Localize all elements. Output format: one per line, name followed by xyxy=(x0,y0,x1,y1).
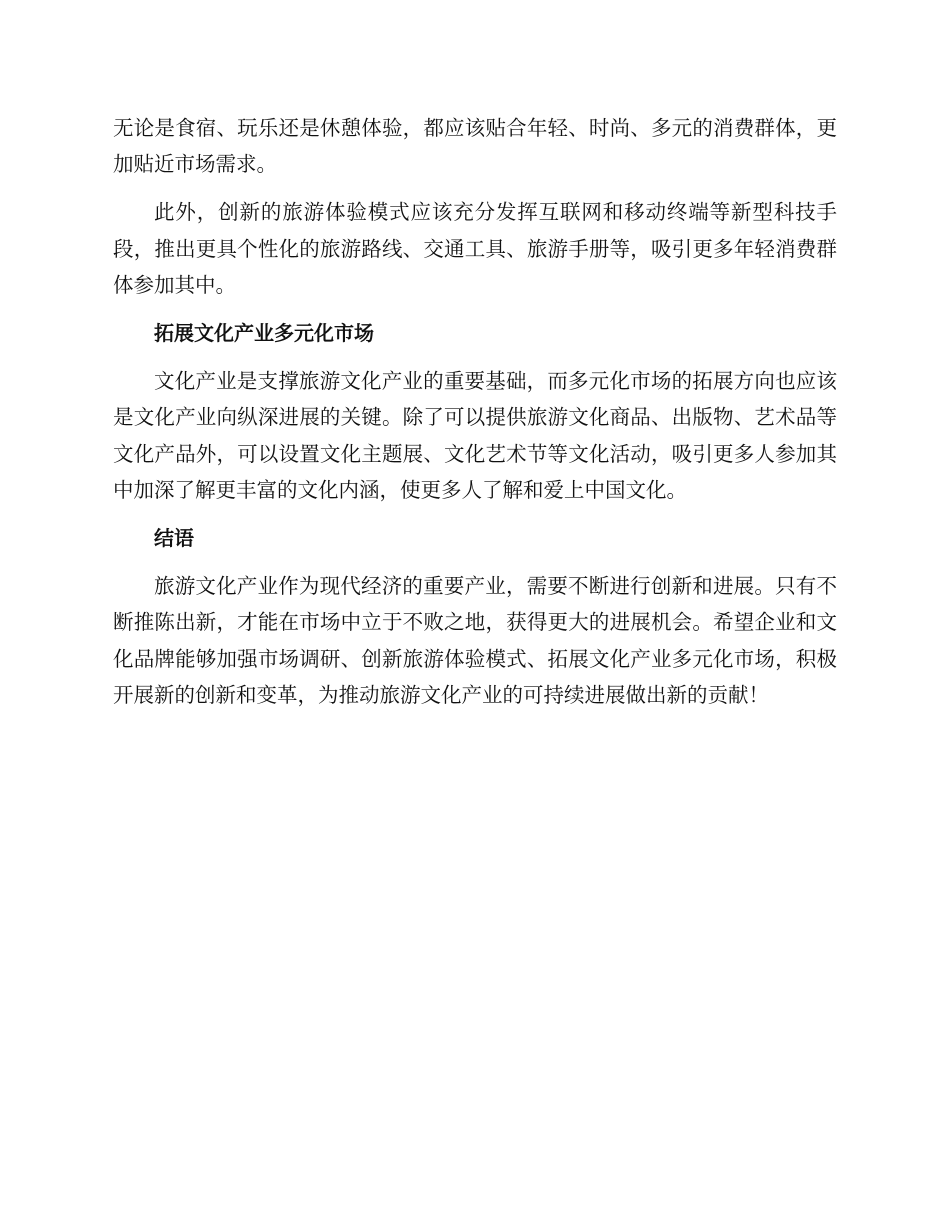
section-heading-conclusion: 结语 xyxy=(154,526,194,551)
section-heading-culture-market: 拓展文化产业多元化市场 xyxy=(154,321,374,346)
paragraph-culture-industry: 文化产业是支撑旅游文化产业的重要基础，而多元化市场的拓展方向也应该是文化产业向纵深进展的关键。除了可以提供旅游文化商品、出版物、艺术品等文化产品外，可以设置文化主题展、文化艺术节等文化活动，吸引更多人参加其中加深了解更丰富的文化内涵，使更多人了解和爱上中国文化。 xyxy=(113,369,837,502)
paragraph-conclusion: 旅游文化产业作为现代经济的重要产业，需要不断进行创新和进展。只有不断推陈出新，才能在市场中立于不败之地，获得更大的进展机会。希望企业和文化品牌能够加强市场调研、创新旅游体验模式、拓展文化产业多元化市场，积极开展新的创新和变革，为推动旅游文化产业的可持续进展做出新的贡献！ xyxy=(113,574,837,707)
paragraph-consumer-experience: 无论是食宿、玩乐还是休憩体验，都应该贴合年轻、时尚、多元的消费群体，更加贴近市场需求。 xyxy=(113,116,837,177)
paragraph-tech-innovation: 此外，创新的旅游体验模式应该充分发挥互联网和移动终端等新型科技手段，推出更具个性化的旅游路线、交通工具、旅游手册等，吸引更多年轻消费群体参加其中。 xyxy=(113,200,837,297)
document-body xyxy=(113,110,837,725)
